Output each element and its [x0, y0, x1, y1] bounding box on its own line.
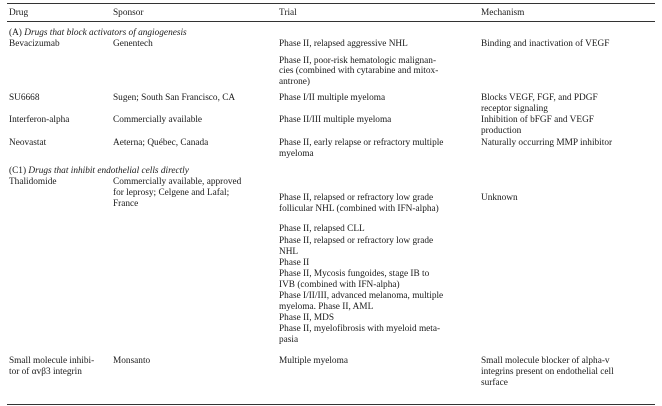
cell-mechanism: Naturally occurring MMP inhibitor — [481, 138, 613, 148]
cell-trial: antrone) — [279, 77, 310, 87]
cell-trial: follicular NHL (combined with IFN-alpha) — [279, 204, 439, 214]
cell-sponsor: France — [113, 199, 139, 209]
cell-mechanism: Binding and inactivation of VEGF — [481, 39, 610, 49]
cell-drug: Bevacizumab — [9, 39, 60, 49]
cell-trial: Phase II/III multiple myeloma — [279, 115, 392, 125]
cell-mechanism: Blocks VEGF, FGF, and PDGF — [481, 93, 598, 103]
table-bottom-rule — [7, 404, 655, 405]
cell-trial: myeloma — [279, 149, 314, 159]
header-sponsor: Sponsor — [113, 8, 144, 18]
cell-trial: NHL — [279, 247, 299, 257]
cell-sponsor: Commercially available — [113, 115, 203, 125]
cell-trial: Phase I/II/III, advanced melanoma, multiple — [279, 291, 444, 301]
cell-drug: Thalidomide — [9, 177, 57, 187]
cell-sponsor: Aeterna; Québec, Canada — [113, 138, 209, 148]
cell-sponsor: Monsanto — [113, 356, 151, 366]
cell-trial: Phase II — [279, 258, 310, 268]
cell-drug: Interferon-alpha — [9, 115, 70, 125]
header-drug: Drug — [9, 8, 29, 18]
cell-trial: Phase II, MDS — [279, 313, 335, 323]
cell-trial: Phase II, relapsed or refractory low grade — [279, 193, 434, 203]
section-a-heading: (A) Drugs that block activators of angiogenesis — [9, 28, 187, 38]
cell-trial: cies (combined with cytarabine and mitox- — [279, 66, 439, 76]
cell-mechanism: integrins present on endothelial cell — [481, 367, 614, 377]
cell-trial: Multiple myeloma — [279, 356, 348, 366]
section-c1-heading: (C1) Drugs that inhibit endothelial cells directly — [9, 166, 189, 176]
cell-drug: Neovastat — [9, 138, 47, 148]
header-trial: Trial — [279, 8, 297, 18]
cell-sponsor: Commercially available, approved — [113, 177, 242, 187]
cell-mechanism: receptor signaling — [481, 104, 548, 114]
cell-trial: Phase II, myelofibrosis with myeloid meta- — [279, 324, 441, 334]
cell-drug: Small molecule inhibi- — [9, 356, 95, 366]
cell-trial: pasia — [279, 335, 299, 345]
cell-mechanism: production — [481, 126, 522, 136]
cell-trial: Phase II, relapsed CLL — [279, 224, 365, 234]
cell-trial: Phase II, poor-risk hematologic malignan- — [279, 56, 437, 66]
cell-trial: Phase II, relapsed aggressive NHL — [279, 39, 408, 49]
cell-sponsor: for leprosy; Celgene and Lafal; — [113, 188, 230, 198]
cell-trial: Phase II, relapsed or refractory low grade — [279, 236, 434, 246]
cell-sponsor: Genentech — [113, 39, 153, 49]
cell-trial: Phase II, early relapse or refractory multiple — [279, 138, 444, 148]
cell-mechanism: Unknown — [481, 193, 518, 203]
cell-trial: IVB (combined with IFN-alpha) — [279, 280, 400, 290]
cell-mechanism: Small molecule blocker of alpha-v — [481, 356, 610, 366]
cell-drug: tor of αvβ3 integrin — [9, 367, 82, 377]
header-mechanism: Mechanism — [481, 8, 525, 18]
table-header-rule — [7, 21, 655, 22]
cell-drug: SU6668 — [9, 93, 40, 103]
cell-trial: myeloma. Phase II, AML — [279, 302, 374, 312]
table-top-rule — [7, 3, 655, 4]
cell-trial: Phase I/II multiple myeloma — [279, 93, 386, 103]
cell-mechanism: surface — [481, 378, 508, 388]
cell-trial: Phase II, Mycosis fungoides, stage IB to — [279, 269, 430, 279]
cell-mechanism: Inhibition of bFGF and VEGF — [481, 115, 594, 125]
cell-sponsor: Sugen; South San Francisco, CA — [113, 93, 236, 103]
